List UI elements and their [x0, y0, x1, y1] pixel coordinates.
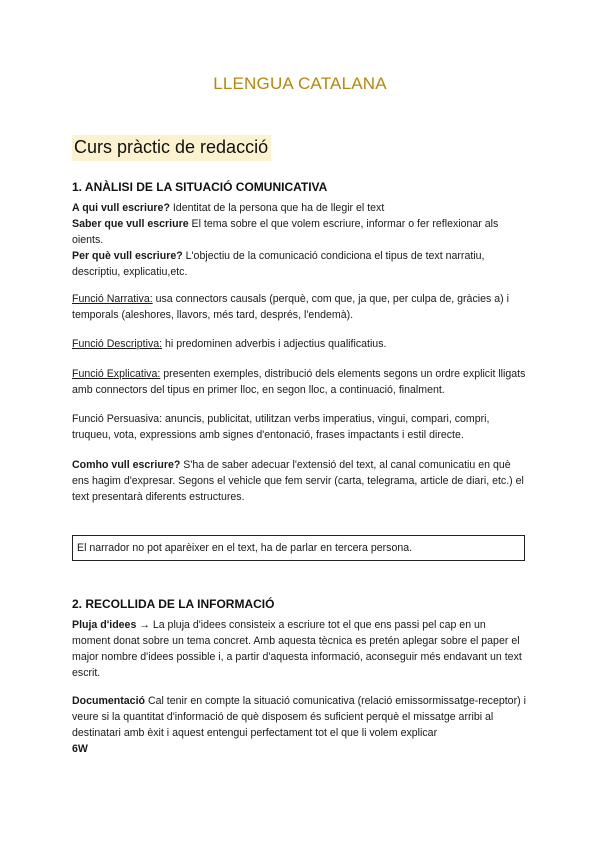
section-1-heading: 1. ANÀLISI DE LA SITUACIÓ COMUNICATIVA [72, 180, 328, 194]
paragraph-funcio-descriptiva [72, 336, 527, 352]
narrativa-label: Funció Narrativa: [72, 293, 153, 305]
a-qui-text: Identitat de la persona que ha de llegir el text [169, 202, 385, 214]
commo-text: S'ha de saber adecuar l'extensió del text, al canal comunicatiu en què ens hagim d'expresar. Segons el vehicle que fem servir (carta, telegrama, article de diari, etc.) el text presentarà diferents estructures. [72, 459, 524, 503]
pluja-text: → La pluja d'idees consisteix a escriure tot el que ens passi pel cap en un moment donat sobre un tema concret. Amb aquesta tècnica es pretén aplegar sobre el paper el major nombre d'idees possible i, a partir d'aquesta informació, aconseguir més endavant un text escrit. [72, 619, 522, 679]
paragraph-funcio-persuasiva: Funció Persuasiva: anuncis, publicitat, utilitzan verbs imperatius, vingui, compari, compri, truqueu, vota, expressions amb signes d'entonació, frases impactants i estil directe. [72, 413, 490, 441]
narrativa-text: usa connectors causals (perquè, com que, ja que, per culpa de, gràcies a) i temporals (aleshores, llavors, més tard, després, l'endemà). [72, 293, 509, 321]
pluja-label: Pluja d'idees [72, 619, 137, 631]
paragraph-pluja-idees [72, 617, 527, 681]
commo-label: Comho vull escriure? [72, 459, 181, 471]
explicativa-text: presenten exemples, distribució dels elements segons un ordre explicit lligats amb connectors del tipus en primer lloc, en segon lloc, a continuació, finalment. [72, 368, 526, 396]
descriptiva-label: Funció Descriptiva: [72, 338, 163, 350]
explicativa-label: Funció Explicativa: [72, 368, 161, 380]
perque-text: L'objectiu de la comunicació condiciona el tipus de text narratiu, descriptiu, explicatiu,etc. [72, 250, 485, 278]
paragraph-com-vull-escriure [72, 457, 527, 505]
section-2-heading: 2. RECOLLIDA DE LA INFORMACIÓ [72, 597, 275, 611]
six-w-label: 6W [72, 743, 88, 755]
paragraph-documentacio [72, 693, 527, 757]
documentacio-label: Documentació [72, 695, 145, 707]
document-title: LLENGUA CATALANA [213, 74, 387, 93]
paragraph-who-what-why [72, 200, 527, 280]
paragraph-funcio-explicativa [72, 366, 527, 398]
document-subtitle: Curs pràctic de redacció [72, 135, 271, 161]
paragraph-funcio-narrativa [72, 291, 527, 323]
saber-label: Saber que vull escriure [72, 218, 189, 230]
a-qui-label: A qui vull escriure? [72, 202, 170, 214]
narrator-note-box: El narrador no pot aparèixer en el text, ha de parlar en tercera persona. [72, 535, 525, 561]
saber-text: El tema sobre el que volem escriure, informar o fer reflexionar als oients. [72, 218, 499, 246]
descriptiva-text: hi predominen adverbis i adjectius qualificatius. [162, 338, 387, 350]
documentacio-text: Cal tenir en compte la situació comunicativa (relació emissormissatge-receptor) i veure si la quantitat d'informació de què disposem és suficient perquè el missatge arribi al destinatari amb èxit i aquest entengui perfectament tot el que li volem explicar [72, 695, 526, 739]
perque-label: Per què vull escriure? [72, 250, 183, 262]
